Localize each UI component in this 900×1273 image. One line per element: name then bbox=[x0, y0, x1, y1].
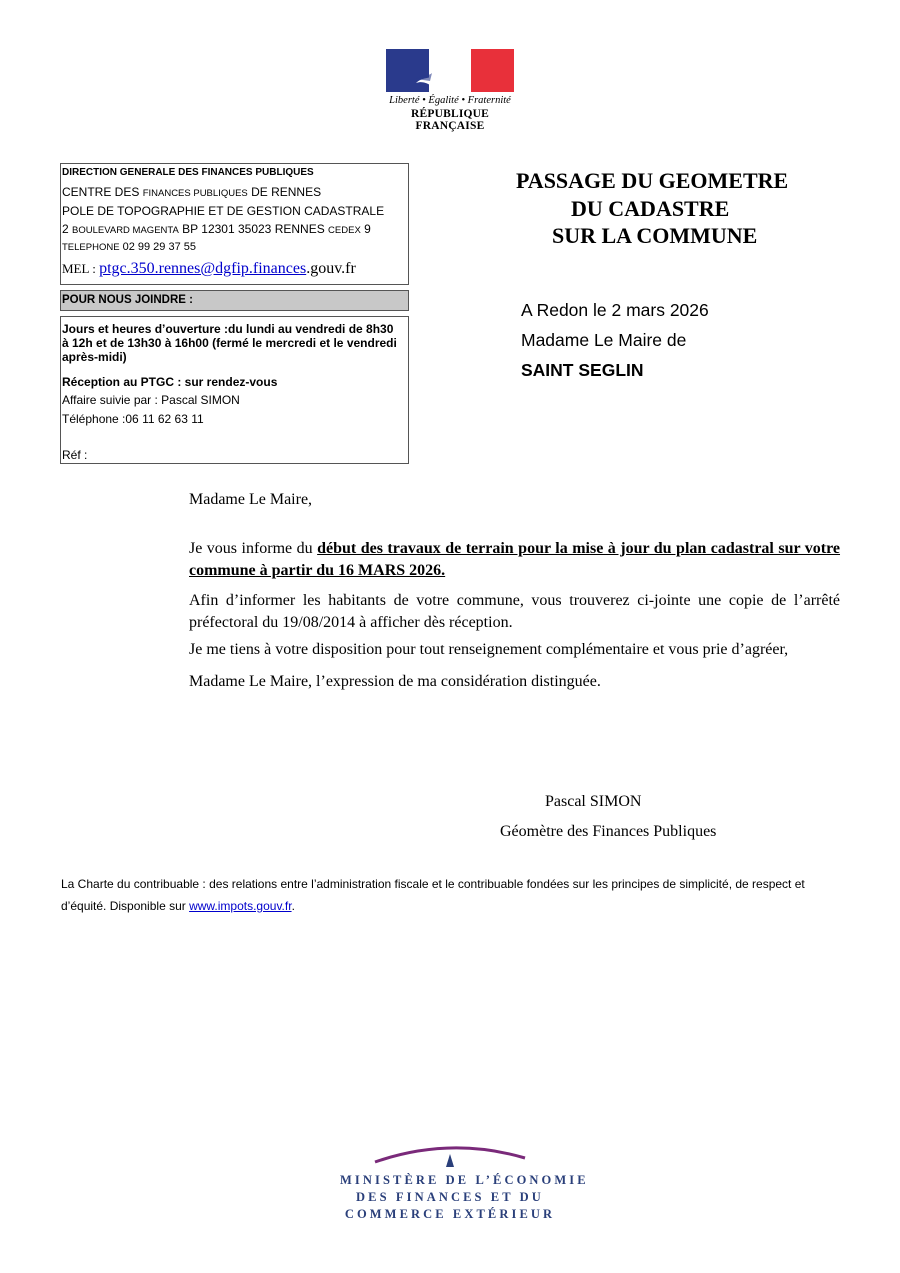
contact-header-box bbox=[60, 290, 409, 311]
ministry-line-2: DES FINANCES ET DU bbox=[356, 1190, 544, 1204]
marianne-flag-icon bbox=[386, 49, 514, 92]
salutation: Madame Le Maire, bbox=[189, 491, 313, 508]
paragraph-arrete: Afin d’informer les habitants de votre commune, vous trouverez ci-jointe une copie de l’arrêté préfectoral du 19/08/2014 à afficher dès réception. bbox=[189, 592, 840, 631]
contact-telephone: Téléphone :06 11 62 63 11 bbox=[62, 412, 204, 426]
paragraph-announcement: Je vous informe du début des travaux de terrain pour la mise à jour du plan cadastral sur votre commune à partir du 16 MARS 2026. bbox=[189, 540, 841, 579]
opening-hours: Jours et heures d’ouverture :du lundi au vendredi de 8h30 à 12h et de 13h30 à 16h00 (fermé le mercredi et le vendredi après-midi) bbox=[62, 322, 397, 364]
title-line-1: PASSAGE DU GEOMETRE bbox=[516, 168, 789, 193]
title-line-3: SUR LA COMMUNE bbox=[552, 223, 758, 248]
address-line: 2 BOULEVARD MAGENTA BP 12301 35023 RENNES CEDEX 9 bbox=[62, 222, 371, 236]
ministry-line-1: MINISTÈRE DE L’ÉCONOMIE bbox=[340, 1173, 589, 1187]
reference: Réf : bbox=[62, 448, 88, 462]
letter-date: A Redon le 2 mars 2026 bbox=[521, 300, 709, 320]
recipient-line-1: Madame Le Maire de bbox=[521, 330, 687, 350]
ministry-logo bbox=[340, 1140, 589, 1223]
reception-info: Réception au PTGC : sur rendez-vous bbox=[62, 375, 278, 389]
signature-name: Pascal SIMON bbox=[545, 793, 642, 810]
telephone-line: TELEPHONE 02 99 29 37 55 bbox=[62, 241, 197, 253]
contact-info-box bbox=[60, 316, 409, 464]
contact-header: POUR NOUS JOINDRE : bbox=[62, 294, 193, 306]
paragraph-disposition: Je me tiens à votre disposition pour tout renseignement complémentaire et vous prie d’agréer, bbox=[189, 641, 789, 658]
signature-role: Géomètre des Finances Publiques bbox=[500, 823, 717, 840]
mel-line: MEL : ptgc.350.rennes@dgfip.finances.gouv.fr bbox=[62, 260, 356, 277]
affaire-suivie: Affaire suivie par : Pascal SIMON bbox=[62, 393, 240, 407]
paragraph-closing: Madame Le Maire, l’expression de ma considération distinguée. bbox=[189, 673, 601, 690]
charte-contribuable: La Charte du contribuable : des relations entre l’administration fiscale et le contribuable fondées sur les principes de simplicité, de respect et d’équité. Disponible sur www.impots.gouv.fr. bbox=[61, 877, 805, 913]
impots-link[interactable]: www.impots.gouv.fr bbox=[189, 899, 292, 913]
mel-link[interactable]: ptgc.350.rennes@dgfip.finances bbox=[99, 260, 307, 277]
pole-line: POLE DE TOPOGRAPHIE ET DE GESTION CADASTRALE bbox=[62, 204, 385, 218]
republique-logo bbox=[386, 49, 516, 132]
service-info-box bbox=[60, 163, 409, 285]
ministry-arc-icon bbox=[340, 1140, 560, 1172]
document-title bbox=[500, 167, 830, 250]
title-line-2: DU CADASTRE bbox=[571, 195, 730, 221]
devise-text: Liberté • Égalité • Fraternité bbox=[389, 95, 511, 106]
ministry-line-3: COMMERCE EXTÉRIEUR bbox=[344, 1207, 556, 1221]
direction-line: DIRECTION GENERALE DES FINANCES PUBLIQUES bbox=[62, 167, 314, 178]
republique-francaise-text: RÉPUBLIQUE FRANÇAISE bbox=[410, 108, 490, 132]
recipient-line-2: SAINT SEGLIN bbox=[521, 360, 644, 380]
centre-line: CENTRE DES FINANCES PUBLIQUES DE RENNES bbox=[62, 185, 322, 199]
